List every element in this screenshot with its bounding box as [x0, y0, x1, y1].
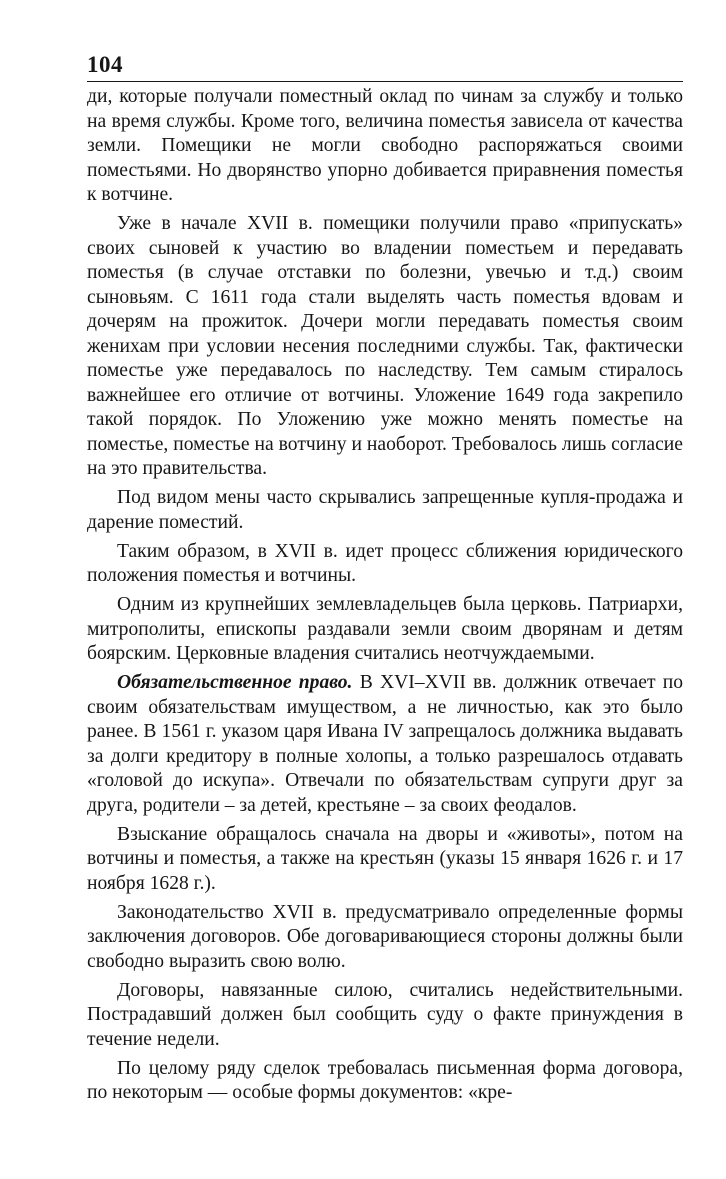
page-number: 104 — [87, 52, 123, 77]
header-rule — [87, 81, 683, 82]
paragraph: Законодательство XVII в. предусматривало определенные формы заключения договоров. Обе договаривающиеся стороны должны были свободно выразить свою волю. — [87, 901, 683, 972]
paragraph: ди, которые получали поместный оклад по чинам за службу и только на время службы. Кроме того, величина поместья зависела от качества земли. Помещики не могли свободно распоряжаться своими поместьями. Но дворянство упорно добивается приравнения поместья к вотчине. — [87, 86, 683, 205]
paragraph: Одним из крупнейших землевладельцев была церковь. Патриархи, митрополиты, епископы раздавали земли своим дворянам и детям боярским. Церковные владения считались неотчуждаемыми. — [87, 594, 683, 664]
page-body — [87, 85, 683, 1106]
section-run-in-heading: Обязательственное право. — [117, 672, 353, 693]
paragraph: Взыскание обращалось сначала на дворы и «животы», потом на вотчины и поместья, а также на крестьян (указы 15 января 1626 г. и 17 ноября 1628 г.). — [87, 823, 683, 894]
paragraph: По целому ряду сделок требовалась письменная форма договора, по некоторым — особые формы документов: «кре- — [87, 1057, 683, 1103]
paragraph: Таким образом, в XVII в. идет процесс сближения юридического положения поместья и вотчины. — [87, 540, 683, 586]
paragraph-obligation-law — [87, 671, 683, 818]
paragraph-text: В XVI–XVII вв. должник отвечает по своим обязательствам имуществом, а не личностью, как это было ранее. В 1561 г. указом царя Ивана IV запрещалось должника выдавать за долги кредитору в полные холопы, а только разрешалось отдавать «головой до искупа». Отвечали по обязательствам супруги друг за друга, родители – за детей, крестьяне – за своих феодалов. — [87, 672, 684, 816]
paragraph: Договоры, навязанные силою, считались недействительными. Пострадавший должен был сообщить суду о факте принуждения в течение недели. — [87, 979, 683, 1050]
paragraph: Под видом мены часто скрывались запрещенные купля-продажа и дарение поместий. — [87, 487, 683, 533]
book-page — [87, 52, 683, 1110]
paragraph: Уже в начале XVII в. помещики получили право «припускать» своих сыновей к участию во владении поместьем и передавать поместья (в случае отставки по болезни, увечью и т.д.) своим сыновьям. С 1611 года стали выделять часть поместья вдовам и дочерям на прожиток. Дочери могли передавать поместья своим женихам при условии несения последними службы. Так, фактически поместье уже передавалось по наследству. Тем самым стиралось важнейшее его отличие от вотчины. Уложение 1649 года закрепило такой порядок. По Уложению уже можно менять поместье на поместье, поместье на вотчину и наоборот. Требовалось лишь согласие на это правительства. — [87, 213, 683, 479]
